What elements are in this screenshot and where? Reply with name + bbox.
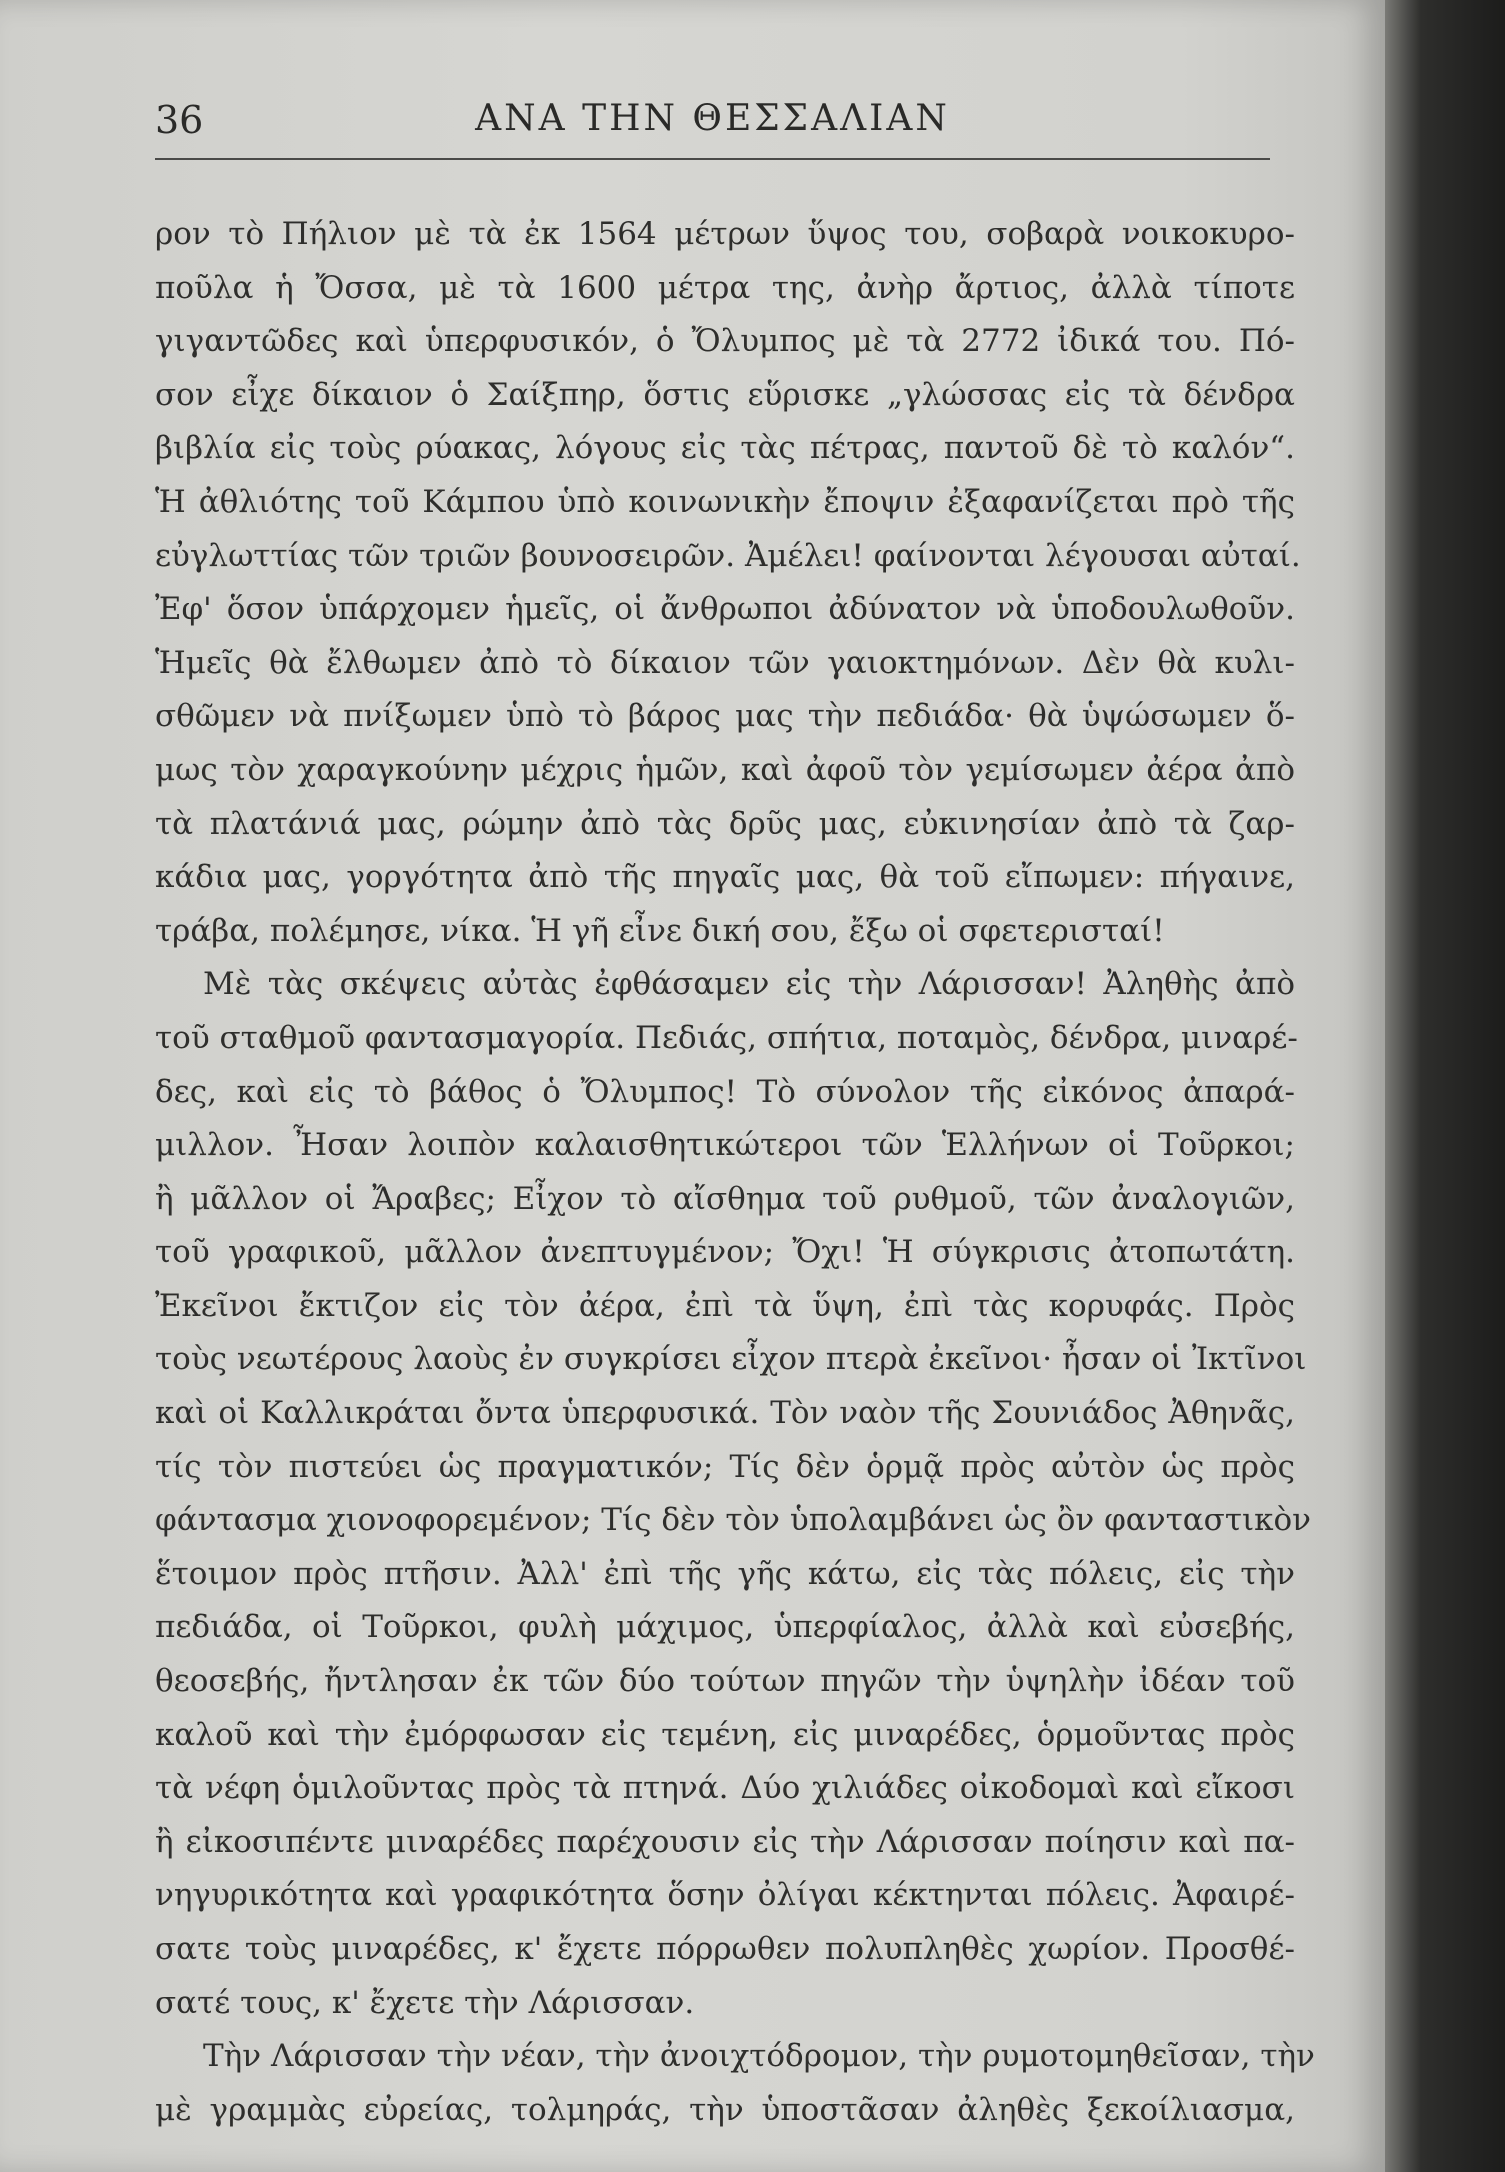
- text-line: ἢ εἰκοσιπέντε μιναρέδες παρέχουσιν εἰς τὴν Λάρισσαν ποίησιν καὶ πα-: [155, 1823, 1295, 1860]
- text-line: Μὲ τὰς σκέψεις αὐτὰς ἐφθάσαμεν εἰς τὴν Λάρισσαν! Ἀληθὴς ἀπὸ: [203, 966, 1295, 1003]
- text-line: Ἡμεῖς θὰ ἔλθωμεν ἀπὸ τὸ δίκαιον τῶν γαιοκτημόνων. Δὲν θὰ κυλι-: [155, 644, 1295, 681]
- text-line: ἕτοιμον πρὸς πτῆσιν. Ἀλλ' ἐπὶ τῆς γῆς κάτω, εἰς τὰς πόλεις, εἰς τὴν: [155, 1555, 1295, 1592]
- text-line: σθῶμεν νὰ πνίξωμεν ὑπὸ τὸ βάρος μας τὴν πεδιάδα· θὰ ὑψώσωμεν ὅ-: [155, 698, 1295, 735]
- text-line: Τὴν Λάρισσαν τὴν νέαν, τὴν ἀνοιχτόδρομον, τὴν ρυμοτομηθεῖσαν, τὴν: [203, 2038, 1315, 2075]
- text-line: ποῦλα ἡ Ὄσσα, μὲ τὰ 1600 μέτρα της, ἀνὴρ ἄρτιος, ἀλλὰ τίποτε: [155, 269, 1295, 306]
- text-line: σατε τοὺς μιναρέδες, κ' ἔχετε πόρρωθεν πολυπληθὲς χωρίον. Προσθέ-: [155, 1931, 1295, 1967]
- text-line: τὰ πλατάνιά μας, ρώμην ἀπὸ τὰς δρῦς μας, εὐκινησίαν ἀπὸ τὰ ζαρ-: [155, 805, 1295, 842]
- text-line: τοῦ γραφικοῦ, μᾶλλον ἀνεπτυγμένον; Ὄχι! Ἡ σύγκρισις ἀτοπωτάτη.: [155, 1234, 1295, 1271]
- text-line: μως τὸν χαραγκούνην μέχρις ἡμῶν, καὶ ἀφοῦ τὸν γεμίσωμεν ἀέρα ἀπὸ: [155, 751, 1295, 788]
- running-head: ΑΝΑ ΤΗΝ ΘΕΣΣΑΛΙΑΝ: [475, 98, 950, 139]
- text-line: γιγαντῶδες καὶ ὑπερφυσικόν, ὁ Ὄλυμπος μὲ τὰ 2772 ἰδικά του. Πό-: [155, 323, 1295, 360]
- text-line: εὐγλωττίας τῶν τριῶν βουνοσειρῶν. Ἀμέλει! φαίνονται λέγουσαι αὐταί.: [155, 537, 1301, 574]
- text-line: τίς τὸν πιστεύει ὡς πραγματικόν; Τίς δὲν ὁρμᾷ πρὸς αὐτὸν ὡς πρὸς: [155, 1448, 1295, 1485]
- text-line: ρον τὸ Πήλιον μὲ τὰ ἐκ 1564 μέτρων ὕψος του, σοβαρὰ νοικοκυρο-: [155, 216, 1295, 252]
- text-line: σον εἶχε δίκαιον ὁ Σαίξπηρ, ὅστις εὕρισκε „γλώσσας εἰς τὰ δένδρα: [155, 376, 1295, 413]
- text-line: τὰ νέφη ὁμιλοῦντας πρὸς τὰ πτηνά. Δύο χιλιάδες οἰκοδομαὶ καὶ εἴκοσι: [155, 1770, 1295, 1807]
- text-line: καλοῦ καὶ τὴν ἐμόρφωσαν εἰς τεμένη, εἰς μιναρέδες, ὁρμοῦντας πρὸς: [155, 1716, 1295, 1753]
- text-body: [155, 208, 1315, 2137]
- text-line: νηγυρικότητα καὶ γραφικότητα ὅσην ὀλίγαι κέκτηνται πόλεις. Ἀφαιρέ-: [155, 1877, 1295, 1914]
- text-line: κάδια μας, γοργότητα ἀπὸ τῆς πηγαῖς μας, θὰ τοῦ εἴπωμεν: πήγαινε,: [155, 859, 1295, 896]
- text-line: μιλλον. Ἦσαν λοιπὸν καλαισθητικώτεροι τῶν Ἑλλήνων οἱ Τοῦρκοι;: [155, 1127, 1295, 1164]
- text-line: ἢ μᾶλλον οἱ Ἄραβες; Εἶχον τὸ αἴσθημα τοῦ ρυθμοῦ, τῶν ἀναλογιῶν,: [155, 1180, 1295, 1217]
- page-number: 36: [155, 98, 204, 142]
- text-line: Ἐφ' ὅσον ὑπάρχομεν ἡμεῖς, οἱ ἄνθρωποι ἀδύνατον νὰ ὑποδουλωθοῦν.: [155, 591, 1295, 628]
- text-line: Ἐκεῖνοι ἔκτιζον εἰς τὸν ἀέρα, ἐπὶ τὰ ὕψη, ἐπὶ τὰς κορυφάς. Πρὸς: [155, 1287, 1295, 1324]
- text-line: φάντασμα χιονοφορεμένον; Τίς δὲν τὸν ὑπολαμβάνει ὡς ὂν φανταστικὸν: [155, 1502, 1312, 1539]
- text-line: θεοσεβής, ἤντλησαν ἐκ τῶν δύο τούτων πηγῶν τὴν ὑψηλὴν ἰδέαν τοῦ: [155, 1663, 1295, 1700]
- text-line: καὶ οἱ Καλλικράται ὄντα ὑπερφυσικά. Τὸν ναὸν τῆς Σουνιάδος Ἀθηνᾶς,: [155, 1395, 1295, 1432]
- page-header: [155, 98, 1270, 160]
- text-line: τοὺς νεωτέρους λαοὺς ἐν συγκρίσει εἶχον πτερὰ ἐκεῖνοι· ἦσαν οἱ Ἰκτῖνοι: [155, 1341, 1307, 1378]
- text-line: Ἡ ἀθλιότης τοῦ Κάμπου ὑπὸ κοινωνικὴν ἔποψιν ἐξαφανίζεται πρὸ τῆς: [155, 483, 1295, 520]
- text-line: σατέ τους, κ' ἔχετε τὴν Λάρισσαν.: [155, 1984, 695, 2021]
- text-line: τράβα, πολέμησε, νίκα. Ἡ γῆ εἶνε δική σου, ἔξω οἱ σφετερισταί!: [155, 912, 1165, 949]
- text-line: δες, καὶ εἰς τὸ βάθος ὁ Ὄλυμπος! Τὸ σύνολον τῆς εἰκόνος ἀπαρά-: [155, 1073, 1295, 1110]
- book-spine-shadow: [1385, 0, 1505, 2172]
- text-line: πεδιάδα, οἱ Τοῦρκοι, φυλὴ μάχιμος, ὑπερφίαλος, ἀλλὰ καὶ εὐσεβής,: [155, 1609, 1295, 1646]
- text-line: μὲ γραμμὰς εὐρείας, τολμηράς, τὴν ὑποστᾶσαν ἀληθὲς ξεκοίλιασμα,: [155, 2091, 1295, 2128]
- text-line: τοῦ σταθμοῦ φαντασμαγορία. Πεδιάς, σπήτια, ποταμὸς, δένδρα, μιναρέ-: [155, 1019, 1298, 1056]
- text-line: βιβλία εἰς τοὺς ρύακας, λόγους εἰς τὰς πέτρας, παντοῦ δὲ τὸ καλόν“.: [155, 430, 1295, 467]
